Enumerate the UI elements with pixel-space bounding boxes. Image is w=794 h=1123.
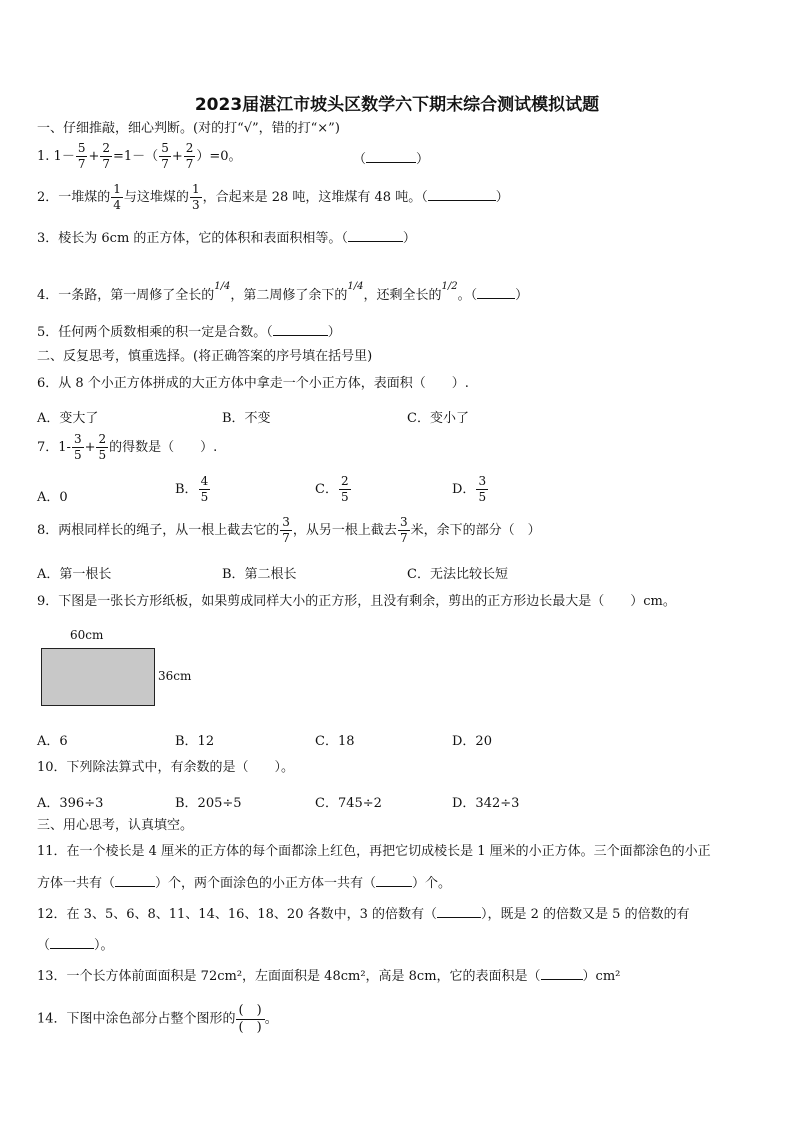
fraction: $\frac{2}{5}$ bbox=[98, 432, 107, 463]
answer-blank[interactable] bbox=[115, 876, 155, 887]
fraction: 1/4 bbox=[214, 281, 231, 292]
option-b[interactable]: B．第二根长 bbox=[222, 567, 297, 582]
answer-blank-1[interactable]: （ ） bbox=[353, 152, 430, 167]
question-12-line-1: 12．在 3、5、6、8、11、14、16、18、20 各数中，3 的倍数有（ ），既是 2 的倍数又是 5 的倍数的有 bbox=[37, 907, 690, 922]
section-2-heading: 二、反复思考，慎重选择。(将正确答案的序号填在括号里) bbox=[37, 349, 373, 364]
question-11-line-1: 11．在一个棱长是 4 厘米的正方体的每个面都涂上红色，再把它切成棱长是 1 厘米的小正方体。三个面都涂色的小正 bbox=[37, 844, 711, 859]
option-d[interactable]: D． $\frac{3}{5}$ bbox=[452, 474, 487, 505]
fraction: $\frac{3}{7}$ bbox=[282, 515, 290, 546]
option-c[interactable]: C． $\frac{2}{5}$ bbox=[315, 474, 349, 505]
question-6: 6．从 8 个小正方体拼成的大正方体中拿走一个小正方体，表面积（ ）. bbox=[37, 376, 469, 391]
option-a[interactable]: A．变大了 bbox=[37, 411, 99, 426]
answer-blank-2[interactable] bbox=[428, 190, 496, 201]
answer-blank[interactable] bbox=[541, 969, 583, 980]
question-11-line-2: 方体一共有（ ）个，两个面涂色的小正方体一共有（ ）个。 bbox=[37, 876, 452, 891]
fraction: $\frac{5}{7}$ bbox=[77, 141, 86, 172]
option-b[interactable]: B．205÷5 bbox=[175, 796, 242, 811]
question-9: 9．下图是一张长方形纸板，如果剪成同样大小的正方形，且没有剩余，剪出的正方形边长最大是（ ）cm。 bbox=[37, 594, 676, 609]
option-c[interactable]: C．18 bbox=[315, 734, 355, 749]
question-14: 14．下图中涂色部分占整个图形的 ( ) ( ) 。 bbox=[37, 1003, 278, 1035]
question-10: 10．下列除法算式中，有余数的是（ ）。 bbox=[37, 760, 295, 775]
fraction: $\frac{3}{7}$ bbox=[399, 515, 408, 546]
fraction: 1/2 bbox=[441, 281, 458, 292]
option-a[interactable]: A．6 bbox=[37, 734, 68, 749]
fraction: $\frac{2}{7}$ bbox=[185, 141, 194, 172]
question-2: 2．一堆煤的 $\frac{1}{4}$ 与这堆煤的 $\frac{1}{3}$ ，合起来是 28 吨，这堆煤有 48 吨。（ ） bbox=[37, 182, 509, 213]
width-label: 60cm bbox=[70, 628, 104, 642]
option-d[interactable]: D．20 bbox=[452, 734, 492, 749]
question-12-line-2: （ ）。 bbox=[37, 938, 114, 953]
answer-fraction-blank[interactable]: ( ) ( ) bbox=[236, 1003, 265, 1035]
rectangle-figure bbox=[41, 648, 155, 706]
answer-blank[interactable] bbox=[437, 907, 481, 918]
option-a[interactable]: A．0 bbox=[37, 490, 68, 505]
option-a[interactable]: A．396÷3 bbox=[37, 796, 104, 811]
option-a[interactable]: A．第一根长 bbox=[37, 567, 112, 582]
option-c[interactable]: C．变小了 bbox=[407, 411, 469, 426]
question-13: 13．一个长方体前面面积是 72cm²，左面面积是 48cm²，高是 8cm，它的表面积是（ ）cm² bbox=[37, 969, 621, 984]
section-1-heading: 一、仔细推敲，细心判断。(对的打“√”，错的打“×”) bbox=[37, 121, 340, 136]
page-title: 2023届湛江市坡头区数学六下期末综合测试模拟试题 bbox=[194, 95, 600, 115]
question-7: 7．1- $\frac{3}{5}$ + $\frac{2}{5}$ 的得数是（ ）. bbox=[37, 432, 218, 463]
height-label: 36cm bbox=[158, 669, 192, 683]
answer-blank[interactable] bbox=[50, 938, 94, 949]
option-c[interactable]: C．745÷2 bbox=[315, 796, 382, 811]
answer-blank-5[interactable] bbox=[273, 325, 328, 336]
fraction: 1/4 bbox=[347, 281, 364, 292]
fraction: $\frac{5}{7}$ bbox=[161, 141, 169, 172]
question-8: 8．两根同样长的绳子，从一根上截去它的 $\frac{3}{7}$ ，从另一根上截去 $\frac{3}{7}$ 米，余下的部分（ ） bbox=[37, 515, 541, 546]
option-b[interactable]: B．不变 bbox=[222, 411, 271, 426]
question-4: 4．一条路，第一周修了全长的$^{1/4}$，第二周修了余下的$^{1/4}$，还剩全长的$^{1/2}$。（ ） bbox=[37, 281, 529, 303]
answer-blank[interactable] bbox=[376, 876, 412, 887]
fraction: $\frac{1}{4}$ bbox=[113, 182, 121, 213]
question-1: 1. 1－ $\frac{5}{7}$ + $\frac{2}{7}$ =1－（ $\frac{5}{7}$ + $\frac{2}{7}$ ）=0。 bbox=[37, 141, 242, 172]
section-3-heading: 三、用心思考，认真填空。 bbox=[37, 818, 194, 833]
option-b[interactable]: B． $\frac{4}{5}$ bbox=[175, 474, 209, 505]
answer-blank-4[interactable] bbox=[477, 288, 515, 299]
fraction: $\frac{1}{3}$ bbox=[191, 182, 200, 213]
option-b[interactable]: B．12 bbox=[175, 734, 215, 749]
fraction: $\frac{2}{7}$ bbox=[102, 141, 111, 172]
fraction: $\frac{3}{5}$ bbox=[73, 432, 82, 463]
answer-blank-3[interactable] bbox=[348, 231, 403, 242]
question-3: 3．棱长为 6cm 的正方体，它的体积和表面积相等。（ ） bbox=[37, 231, 416, 246]
question-5: 5．任何两个质数相乘的积一定是合数。（ ） bbox=[37, 325, 341, 340]
option-d[interactable]: D．342÷3 bbox=[452, 796, 520, 811]
option-c[interactable]: C．无法比较长短 bbox=[407, 567, 508, 582]
